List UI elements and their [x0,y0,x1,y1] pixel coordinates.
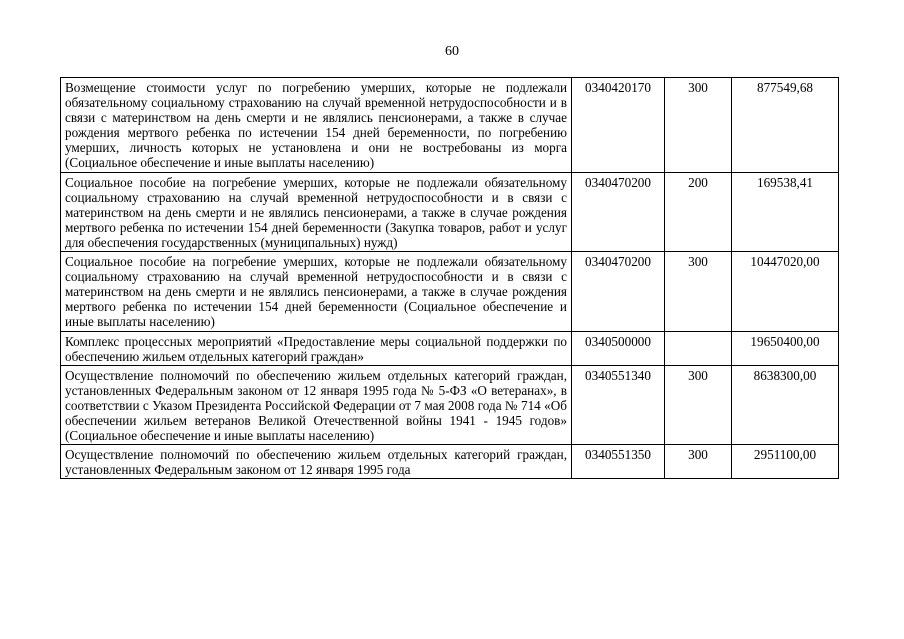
table-row [61,365,839,444]
row-code: 0340500000 [572,331,665,365]
row-expense-type: 300 [665,78,732,173]
row-description: Осуществление полномочий по обеспечению жильем отдельных категорий граждан, установленных Федеральным законом от 12 января 1995 года № 5-ФЗ «О ветеранах», в соответствии с Указом Президента Российской Федерации от 7 мая 2008 года № 714 «Об обеспечении жильем ветеранов Великой Отечественной войны 1941 - 1945 годов» (Социальное обеспечение и иные выплаты населению) [61,365,572,444]
row-expense-type: 300 [665,445,732,479]
row-amount: 169538,41 [732,172,839,251]
row-description: Социальное пособие на погребение умерших, которые не подлежали обязательному социальному страхованию на случай временной нетрудоспособности и в связи с материнством на день смерти и не являлись пенсионерами, а также в случае рождения мертвого ребенка по истечении 154 дней беременности (Социальное обеспечение и иные выплаты населению) [61,252,572,331]
page-number: 60 [445,44,459,59]
row-code: 0340470200 [572,172,665,251]
row-expense-type: 300 [665,252,732,331]
row-amount: 10447020,00 [732,252,839,331]
budget-table [60,77,839,479]
row-code: 0340420170 [572,78,665,173]
table-row [61,78,839,173]
row-description: Социальное пособие на погребение умерших, которые не подлежали обязательному социальному страхованию на случай временной нетрудоспособности и в связи с материнством на день смерти и не являлись пенсионерами, а также в случае рождения мертвого ребенка по истечении 154 дней беременности (Закупка товаров, работ и услуг для обеспечения государственных (муниципальных) нужд) [61,172,572,251]
table-row [61,331,839,365]
row-code: 0340551350 [572,445,665,479]
row-expense-type [665,331,732,365]
table-row [61,172,839,251]
row-code: 0340470200 [572,252,665,331]
table-row [61,445,839,479]
row-amount: 2951100,00 [732,445,839,479]
row-description: Возмещение стоимости услуг по погребению умерших, которые не подлежали обязательному социальному страхованию на случай временной нетрудоспособности и в связи с материнством на день смерти и не являлись пенсионерами, а также в случае рождения мертвого ребенка по истечении 154 дней беременности, по погребению умерших, личность которых не установлена и они не востребованы из морга (Социальное обеспечение и иные выплаты населению) [61,78,572,173]
row-amount: 8638300,00 [732,365,839,444]
row-amount: 19650400,00 [732,331,839,365]
row-amount: 877549,68 [732,78,839,173]
row-expense-type: 300 [665,365,732,444]
row-code: 0340551340 [572,365,665,444]
row-expense-type: 200 [665,172,732,251]
row-description: Осуществление полномочий по обеспечению жильем отдельных категорий граждан, установленных Федеральным законом от 12 января 1995 года [61,445,572,479]
row-description: Комплекс процессных мероприятий «Предоставление меры социальной поддержки по обеспечению жильем отдельных категорий граждан» [61,331,572,365]
table-row [61,252,839,331]
